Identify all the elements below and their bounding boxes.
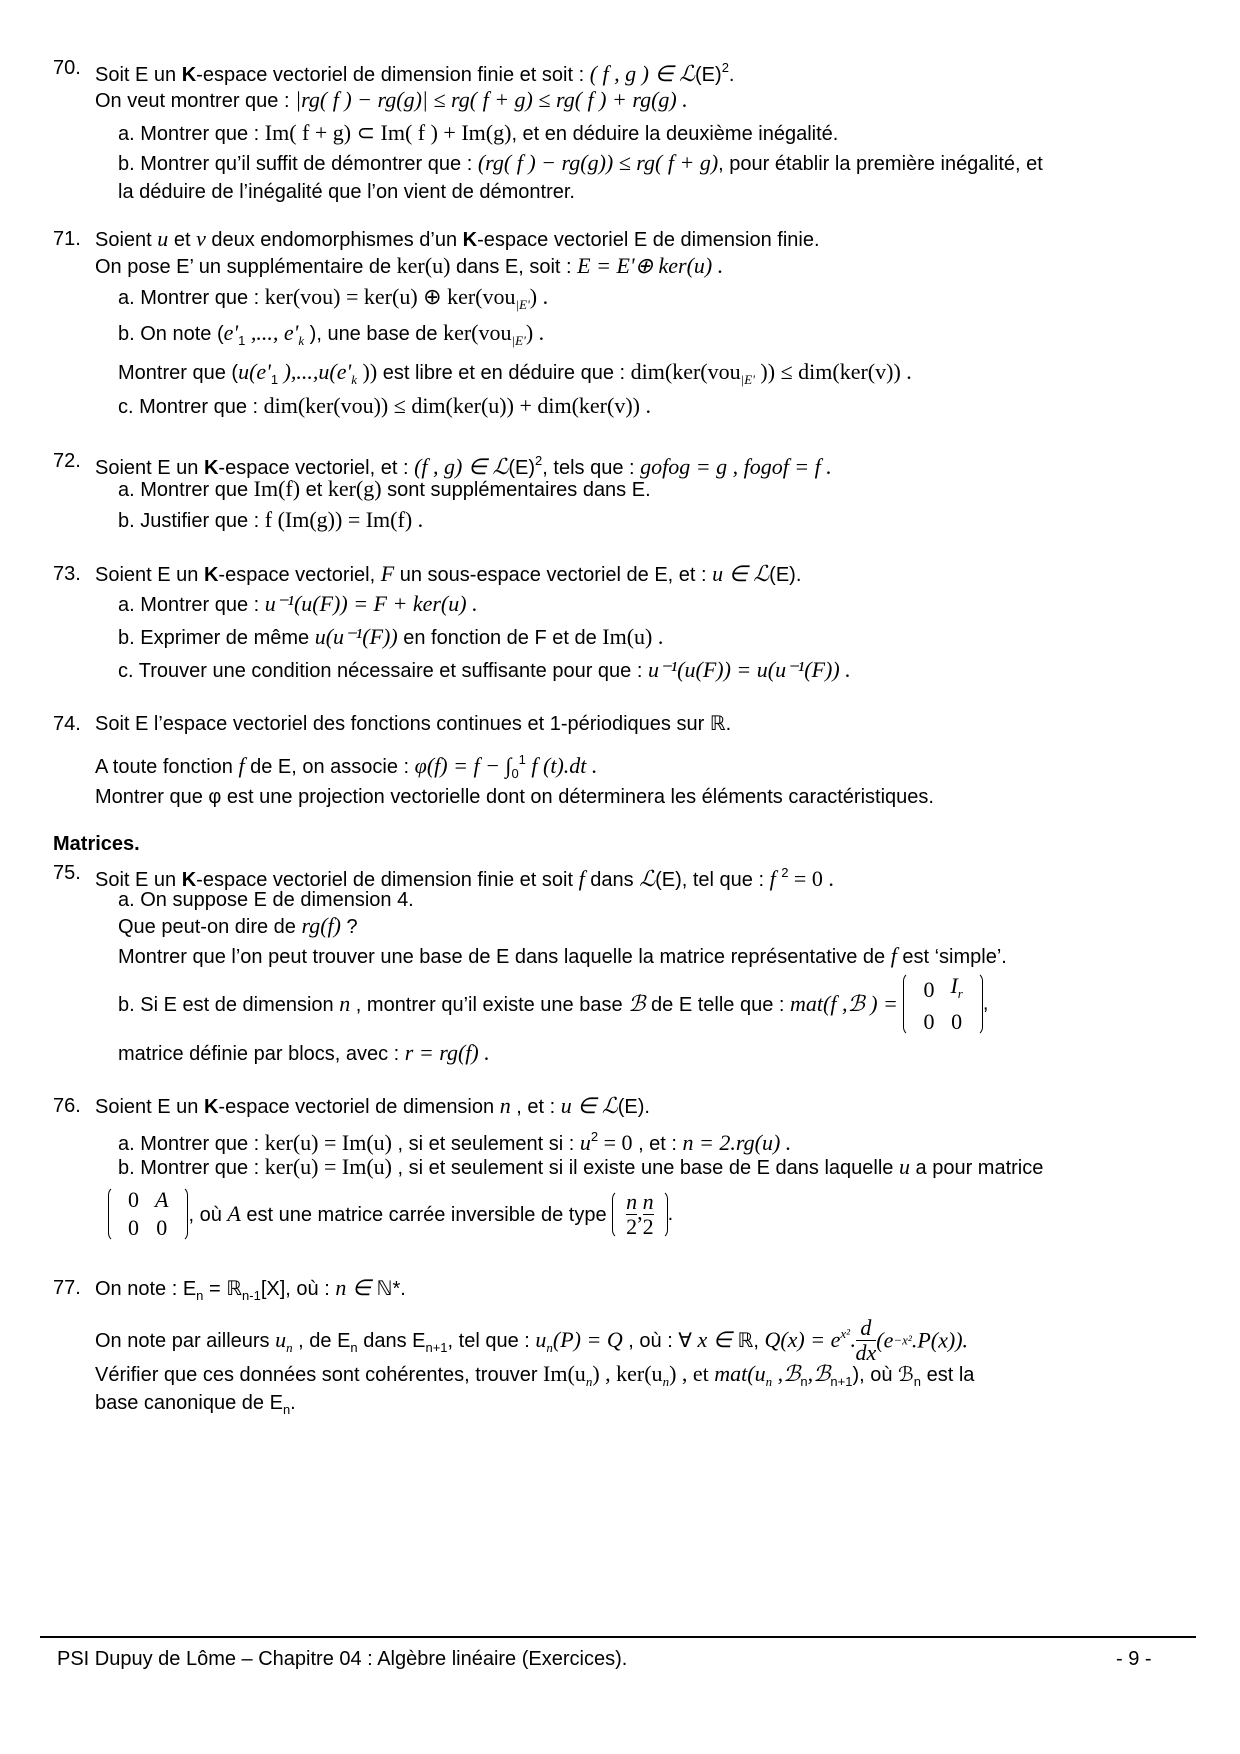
exercise-71-statement: Soient u et v deux endomorphismes d’un K-espace vectoriel E de dimension finie.: [95, 226, 820, 251]
exercise-75-statement: Soit E un K-espace vectoriel de dimension finie et soit f dans ℒ(E), tel que : f $^2$ = 0 .: [95, 865, 834, 891]
exercise-70-part-a: a. Montrer que : Im( f + g) ⊂ Im( f ) + Im(g), et en déduire la deuxième inégalité.: [118, 120, 839, 145]
exercise-77-task-cont: base canonique de $E_n$.: [95, 1392, 296, 1417]
exercise-number-73: 73.: [53, 563, 81, 585]
exercise-71-part-b: b. On note ($e'_1$ ,..., $e'_k$ ), une base de ker(vou$_{|E'}$) .: [118, 320, 545, 348]
block-matrix-75: 0 $I_r$ 0 0: [903, 972, 982, 1036]
block-matrix-76: 0 A 0 0: [108, 1186, 188, 1242]
exercise-72-part-b: b. Justifier que : f (Im(g)) = Im(f) .: [118, 507, 424, 532]
exercise-70-statement: Soit E un K-espace vectoriel de dimension finie et soit : ( f , g ) ∈ $ℒ(E)^2$.: [95, 60, 735, 86]
exercise-73-statement: Soient E un K-espace vectoriel, F un sous-espace vectoriel de E, et : u ∈ ℒ(E).: [95, 561, 802, 586]
exercise-73-part-b: b. Exprimer de même u(u⁻¹(F)) en fonction de F et de Im(u) .: [118, 624, 664, 649]
exercise-number-74: 74.: [53, 713, 81, 735]
exercise-number-75: 75.: [53, 862, 81, 884]
exercise-71-part-c: c. Montrer que : dim(ker(vou)) ≤ dim(ker(u)) + dim(ker(v)) .: [118, 393, 651, 418]
exercise-74-task: Montrer que φ est une projection vectorielle dont on déterminera les éléments caractéristiques.: [95, 786, 934, 808]
exercise-70-goal: On veut montrer que : |rg( f ) − rg(g)| ≤ rg( f + g) ≤ rg( f ) + rg(g) .: [95, 87, 688, 112]
footer-title: PSI Dupuy de Lôme – Chapitre 04 : Algèbre linéaire (Exercices).: [57, 1648, 628, 1670]
exercise-75-part-b: b. Si E est de dimension n , montrer qu’il existe une base ℬ de E telle que : mat(f ,ℬ ) = 0 $I_r$ 0 0 ,: [118, 973, 989, 1034]
exercise-73-part-a: a. Montrer que : u⁻¹(u(F)) = F + ker(u) .: [118, 591, 478, 616]
exercise-75-part-a-question: Que peut-on dire de rg(f) ?: [118, 913, 358, 938]
footer-divider: [40, 1636, 1196, 1638]
exercise-74-definition: A toute fonction f de E, on associe : $\varphi(f) = f - \int_0^1$ f (t).dt .: [95, 752, 598, 781]
matrix-type-76: $\frac{n}{2}$ , $\frac{n}{2}$: [612, 1190, 668, 1239]
derivative-operator: $\frac{d}{dx}$: [855, 1315, 877, 1365]
exercise-number-70: 70.: [53, 57, 81, 79]
exercise-number-77: 77.: [53, 1277, 81, 1299]
exercise-71-part-a: a. Montrer que : ker(vou) = ker(u) ⊕ ker(vou$_{|E'}$) .: [118, 284, 549, 312]
exercise-76-part-b-cont: 0 A 0 0 , où A est une matrice carrée inversible de type $\frac{n}{2}$ , $\frac{n}{2}$ .: [108, 1186, 673, 1242]
exercise-71-part-b-free: Montrer que ($u(e'_1$ )$,...,u(e'_k$ )) est libre et en déduire que : dim(ker(vou$_{|E'}$ )) ≤ dim(ker(v)) .: [118, 359, 912, 387]
section-heading-matrices: Matrices.: [53, 833, 140, 855]
exercise-77-statement: On note : $E_n$ = ℝ$_{n-1}$[X], où : n ∈ ℕ*.: [95, 1275, 406, 1303]
exercise-72-statement: Soient E un K-espace vectoriel, et : (f , g) ∈ $ℒ(E)^2$, tels que : gofog = g , fogof = f .: [95, 453, 832, 479]
exercise-70-part-b-cont: la déduire de l’inégalité que l’on vient de démontrer.: [118, 181, 575, 203]
exercise-77-definition: On note par ailleurs $u_n$ , de $E_n$ dans $E_{n+1}$, tel que : $u_n(P) = Q$ , où : ∀ x ∈ ℝ, $Q(x) = e^{x^2}$. $\frac{d}{dx}$ (e−x².P(x)).: [95, 1315, 969, 1365]
exercise-75-part-b-cont: matrice définie par blocs, avec : r = rg(f) .: [118, 1040, 490, 1065]
exercise-73-part-c: c. Trouver une condition nécessaire et suffisante pour que : u⁻¹(u(F)) = u(u⁻¹(F)) .: [118, 657, 851, 682]
exercise-74-statement: Soit E l’espace vectoriel des fonctions continues et 1-périodiques sur ℝ.: [95, 713, 732, 735]
exercise-76-statement: Soient E un K-espace vectoriel de dimension n , et : u ∈ ℒ(E).: [95, 1093, 650, 1118]
exercise-70-part-b: b. Montrer qu’il suffit de démontrer que : (rg( f ) − rg(g)) ≤ rg( f + g), pour établir la première inégalité, et: [118, 150, 1043, 175]
exercise-number-71: 71.: [53, 228, 81, 250]
exercise-number-72: 72.: [53, 450, 81, 472]
exercise-75-part-a-task: Montrer que l’on peut trouver une base de E dans laquelle la matrice représentative de f est ‘simple’.: [118, 943, 1007, 968]
exercise-76-part-b: b. Montrer que : ker(u) = Im(u) , si et seulement si il existe une base de E dans laquelle u a pour matrice: [118, 1154, 1044, 1179]
exercise-76-part-a: a. Montrer que : ker(u) = Im(u) , si et seulement si : $u^2 = 0$ , et : n = 2.rg(u) .: [118, 1129, 792, 1155]
page-number: - 9 -: [1116, 1648, 1152, 1670]
exercise-number-76: 76.: [53, 1095, 81, 1117]
exercise-77-task: Vérifier que ces données sont cohérentes, trouver $Im(u_n)$ , $ker(u_n)$ , et $mat(u_n$ ,ℬ$_n$,ℬ$_{n+1}$), où ℬ$_n$ est la: [95, 1361, 975, 1389]
exercise-75-part-a: a. On suppose E de dimension 4.: [118, 889, 414, 911]
exercise-72-part-a: a. Montrer que Im(f) et ker(g) sont supplémentaires dans E.: [118, 476, 651, 501]
exercise-71-setup: On pose E’ un supplémentaire de ker(u) dans E, soit : E = E'⊕ ker(u) .: [95, 253, 724, 278]
